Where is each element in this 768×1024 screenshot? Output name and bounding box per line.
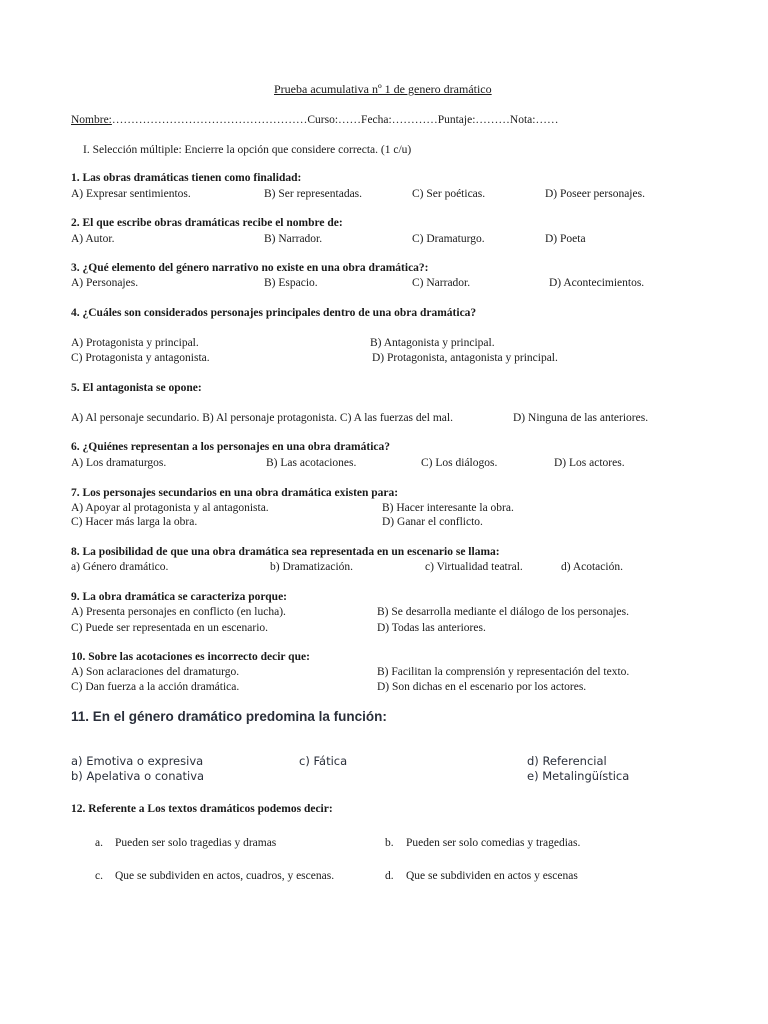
q12-option-b: Pueden ser solo comedias y tragedias. xyxy=(406,837,581,849)
q12-option-d-letter: d. xyxy=(385,870,394,882)
q2-option-a: A) Autor. xyxy=(71,233,115,245)
q3-option-d: D) Acontecimientos. xyxy=(549,277,645,289)
q8-option-a: a) Género dramático. xyxy=(71,561,169,573)
q12-option-a-letter: a. xyxy=(95,837,103,849)
q4-option-c: C) Protagonista y antagonista. xyxy=(71,352,210,364)
q11-option-e: e) Metalingüística xyxy=(527,769,630,783)
q2-option-c: C) Dramaturgo. xyxy=(412,233,485,245)
q1-option-c: C) Ser poéticas. xyxy=(412,188,486,200)
q2-option-b: B) Narrador. xyxy=(264,233,323,245)
question-12: 12. Referente a Los textos dramáticos podemos decir: xyxy=(71,803,333,815)
q7-option-c: C) Hacer más larga la obra. xyxy=(71,516,198,528)
q1-option-d: D) Poseer personajes. xyxy=(545,188,645,200)
student-info-line xyxy=(71,113,558,127)
q9-option-c: C) Puede ser representada en un escenario. xyxy=(71,622,269,634)
q6-option-d: D) Los actores. xyxy=(554,457,625,469)
q3-option-b: B) Espacio. xyxy=(264,277,318,289)
q11-option-b: b) Apelativa o conativa xyxy=(71,769,205,783)
q12-option-c: Que se subdividen en actos, cuadros, y escenas. xyxy=(115,870,335,882)
question-3: 3. ¿Qué elemento del género narrativo no existe en una obra dramática?: xyxy=(71,262,429,274)
q9-option-b: B) Se desarrolla mediante el diálogo de los personajes. xyxy=(377,606,629,618)
question-9: 9. La obra dramática se caracteriza porque: xyxy=(71,591,288,603)
instructions: I. Selección múltiple: Encierre la opción que considere correcta. (1 c/u) xyxy=(83,144,412,156)
q2-option-d: D) Poeta xyxy=(545,233,586,245)
q8-option-d: d) Acotación. xyxy=(561,561,623,573)
q10-option-a: A) Son aclaraciones del dramaturgo. xyxy=(71,666,240,678)
nombre-label: Nombre: xyxy=(71,114,112,126)
q7-option-b: B) Hacer interesante la obra. xyxy=(382,502,514,514)
question-7: 7. Los personajes secundarios en una obra dramática existen para: xyxy=(71,487,399,499)
q8-option-b: b) Dramatización. xyxy=(270,561,354,573)
q10-option-c: C) Dan fuerza a la acción dramática. xyxy=(71,681,240,693)
q12-option-c-letter: c. xyxy=(95,870,103,882)
q10-option-d: D) Son dichas en el escenario por los actores. xyxy=(377,681,587,693)
q11-option-c: c) Fática xyxy=(299,754,348,768)
q11-option-a: a) Emotiva o expresiva xyxy=(71,754,204,768)
student-info-fields: ……………………………………………Curso:……Fecha:…………Puntaje:………Nota:…… xyxy=(111,114,559,126)
q12-option-d: Que se subdividen en actos y escenas xyxy=(406,870,578,882)
q11-option-d: d) Referencial xyxy=(527,754,607,768)
q12-option-a: Pueden ser solo tragedias y dramas xyxy=(115,837,277,849)
q4-option-d: D) Protagonista, antagonista y principal. xyxy=(372,352,558,364)
q9-option-a: A) Presenta personajes en conflicto (en lucha). xyxy=(71,606,286,618)
q6-option-b: B) Las acotaciones. xyxy=(266,457,357,469)
question-6: 6. ¿Quiénes representan a los personajes en una obra dramática? xyxy=(71,441,391,453)
q5-option-d: D) Ninguna de las anteriores. xyxy=(513,412,649,424)
q8-option-c: c) Virtualidad teatral. xyxy=(425,561,523,573)
q1-option-b: B) Ser representadas. xyxy=(264,188,363,200)
question-5: 5. El antagonista se opone: xyxy=(71,382,202,394)
question-4: 4. ¿Cuáles son considerados personajes principales dentro de una obra dramática? xyxy=(71,307,477,319)
q7-option-d: D) Ganar el conflicto. xyxy=(382,516,483,528)
q12-option-b-letter: b. xyxy=(385,837,394,849)
q1-option-a: A) Expresar sentimientos. xyxy=(71,188,191,200)
question-10: 10. Sobre las acotaciones es incorrecto decir que: xyxy=(71,651,310,663)
q3-option-a: A) Personajes. xyxy=(71,277,139,289)
q5-options-abc: A) Al personaje secundario. B) Al personaje protagonista. C) A las fuerzas del mal. xyxy=(71,412,453,424)
question-1: 1. Las obras dramáticas tienen como finalidad: xyxy=(71,172,302,184)
q3-option-c: C) Narrador. xyxy=(412,277,471,289)
page-title: Prueba acumulativa nº 1 de genero dramático xyxy=(274,82,492,96)
question-8: 8. La posibilidad de que una obra dramática sea representada en un escenario se llama: xyxy=(71,546,500,558)
q10-option-b: B) Facilitan la comprensión y representación del texto. xyxy=(377,666,630,678)
q9-option-d: D) Todas las anteriores. xyxy=(377,622,486,634)
q4-option-b: B) Antagonista y principal. xyxy=(370,337,495,349)
q7-option-a: A) Apoyar al protagonista y al antagonista. xyxy=(71,502,269,514)
q6-option-c: C) Los diálogos. xyxy=(421,457,498,469)
question-2: 2. El que escribe obras dramáticas recibe el nombre de: xyxy=(71,217,343,229)
q6-option-a: A) Los dramaturgos. xyxy=(71,457,167,469)
question-11: 11. En el género dramático predomina la función: xyxy=(71,709,387,724)
q4-option-a: A) Protagonista y principal. xyxy=(71,337,199,349)
